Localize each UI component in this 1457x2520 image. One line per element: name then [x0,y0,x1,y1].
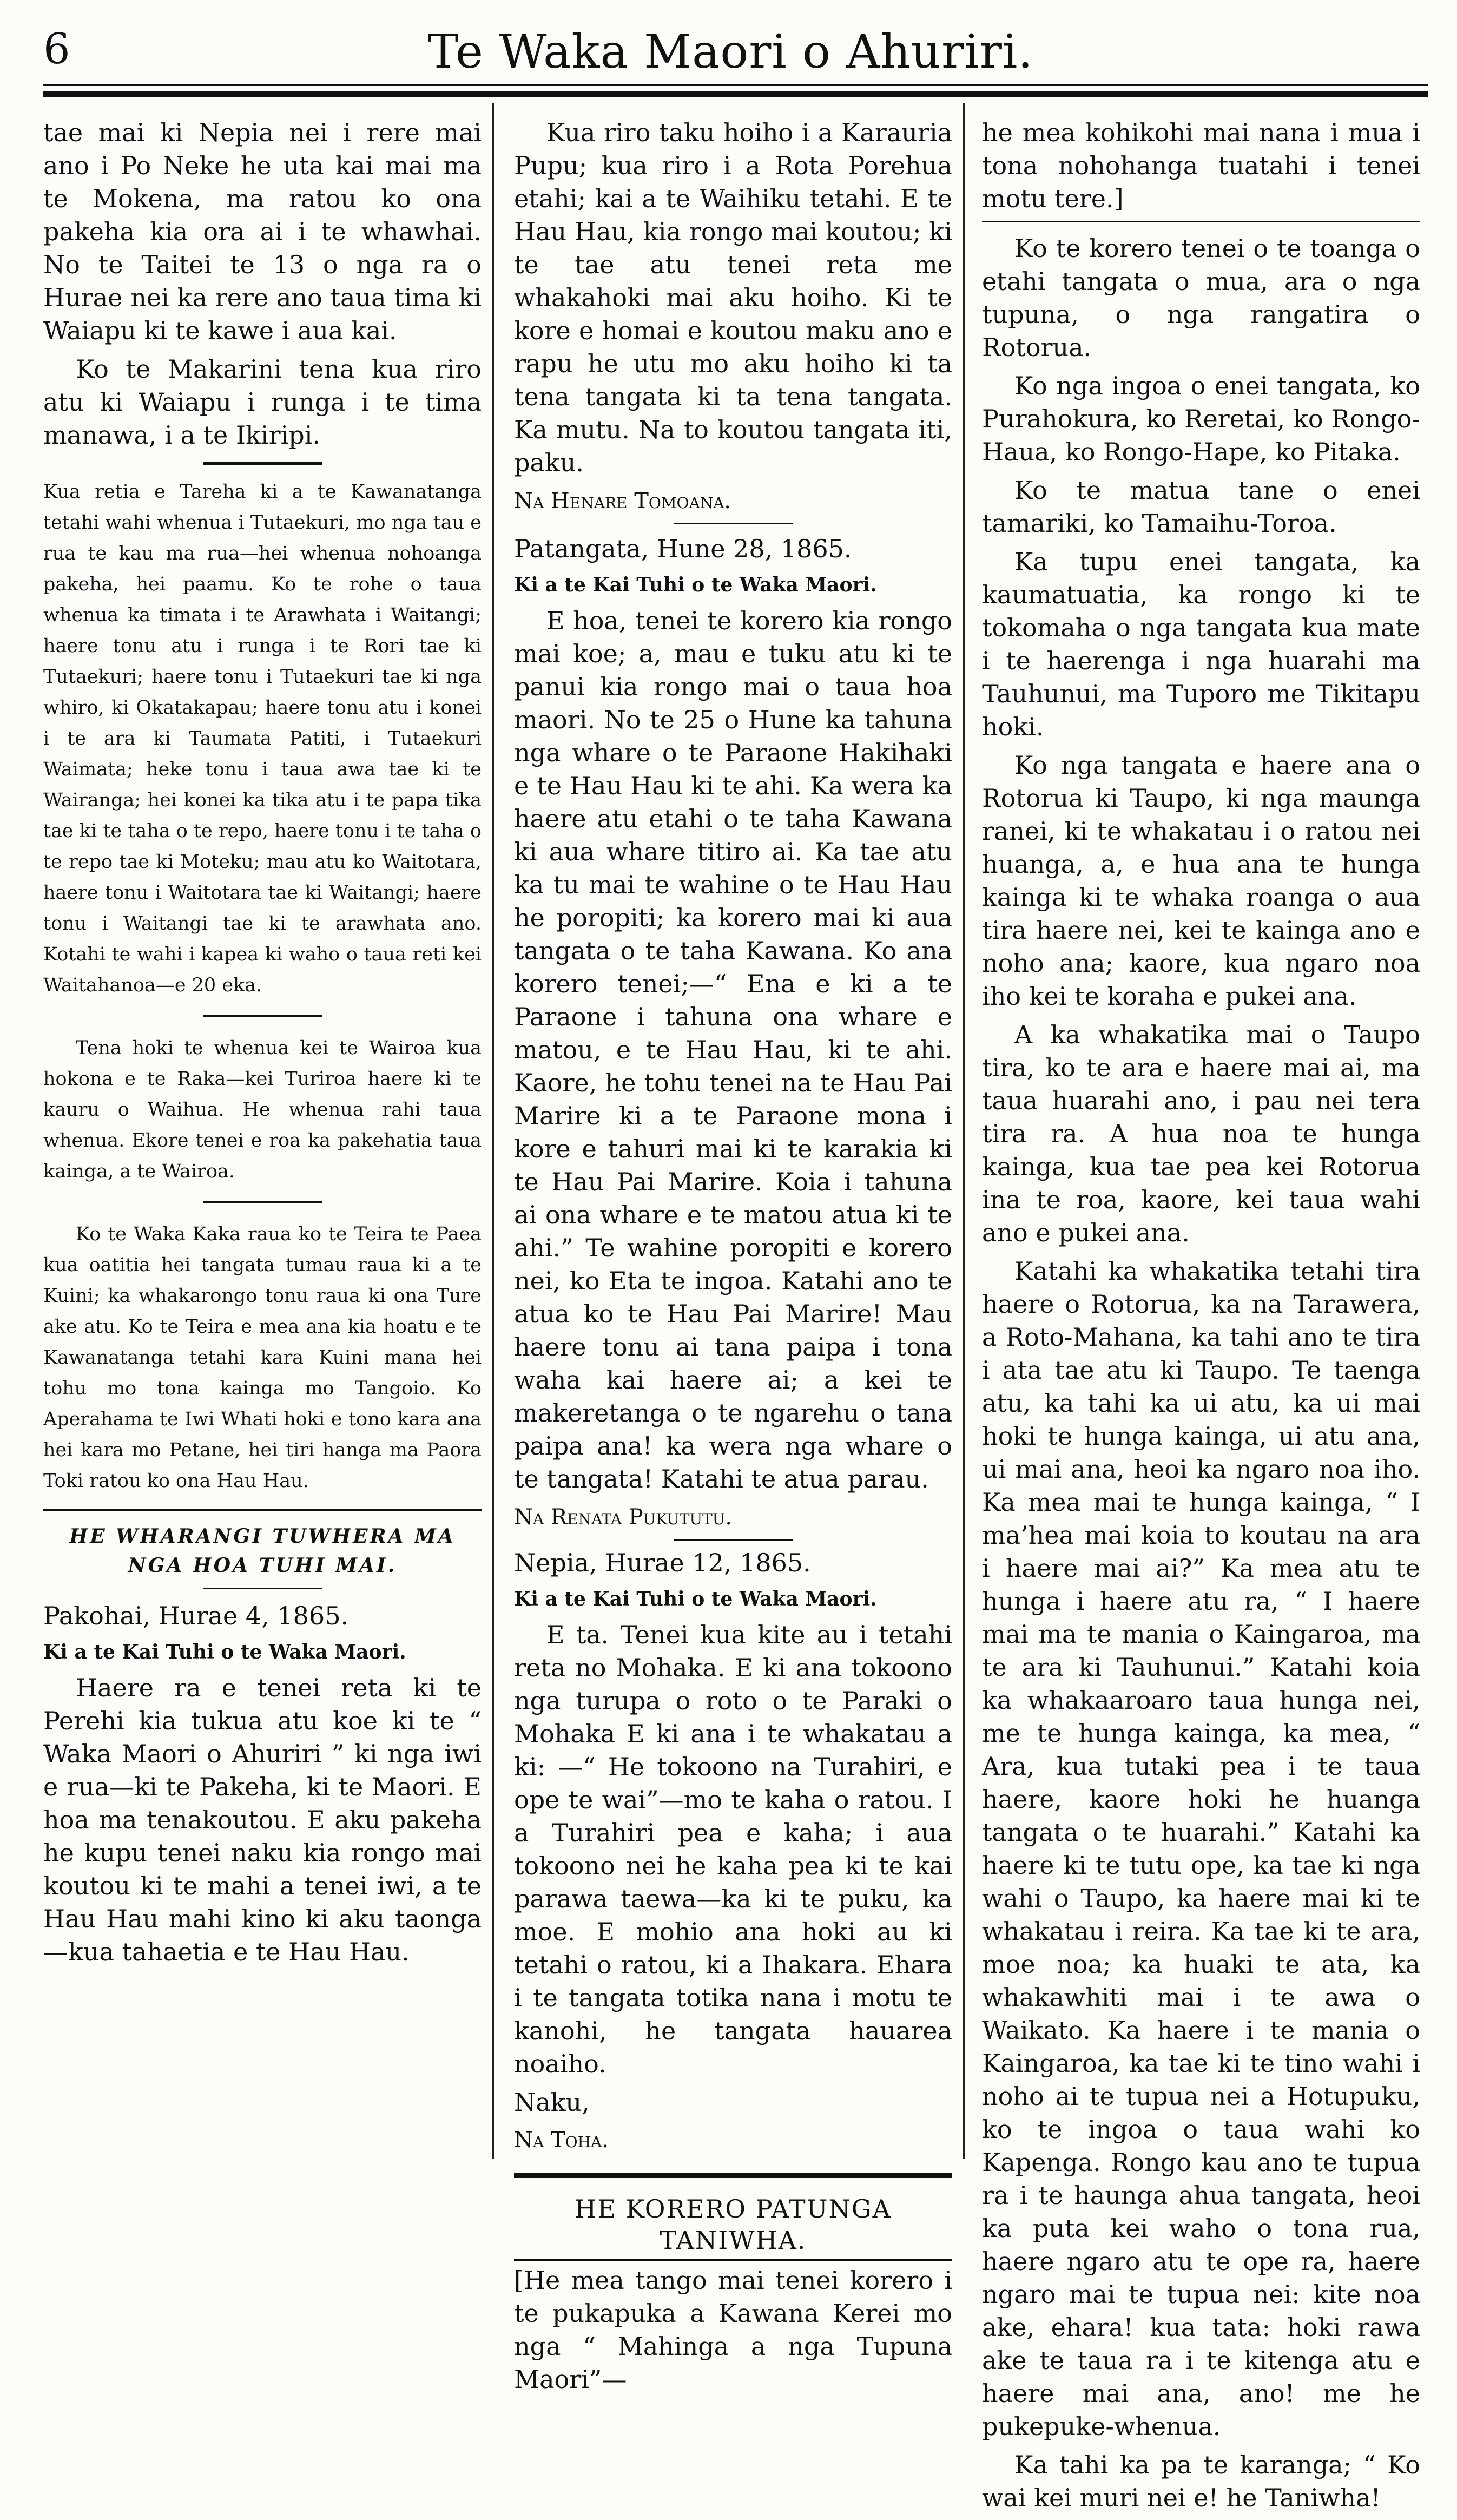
letter-dateline: Nepia, Hurae 12, 1865. [514,1548,811,1577]
section-divider [203,462,322,465]
article-paragraph: Ko nga tangata e haere ana o Rotorua ki Taupo, ki nga maunga ranei, ki te whakatau i o ratou nei huanga, a, e hua ana te hunga kainga ki te whaka roanga o aua tira haere nei, kei te kainga ano e noho ana; kaore, kua ngaro noa iho kei te koraha e pukei ana. [982,751,1420,1011]
section-divider [203,1015,322,1017]
article-paragraph: Ko te Makarini tena kua riro atu ki Waiapu i runga i te tima manawa, i a te Ikiripi. [43,354,482,450]
notice-paragraph: Ko te Waka Kaka raua ko te Teira te Paea kua oatitia hei tangata tumau raua ki a te Kuini; ka whakarongo tonu raua ki ona Ture ake atu. Ko te Teira e mea ana kia hoatu e te Kawanatanga tetahi kara Kuini mana hei tohu mo tona kainga mo Tangoio. Ko Aperahama te Iwi Whati hoki e tono kara ana hei kara mo Petane, hei tiri hanga ma Paora Toki ratou ko ona Hau Hau. [43,1223,482,1492]
letter-addressee: Ki a te Kai Tuhi o te Waka Maori. [514,1588,877,1610]
page-header [38,22,1423,87]
article-paragraph: Katahi ka whakatika tetahi tira haere o Rotorua, ka na Tarawera, a Roto-Mahana, ka tahi ano te tira i ata tae atu ki Taupo. Te taenga atu, ka tahi ka ui atu, ka ui mai hoki te hunga kainga, ui atu ana, ui mai ana, heoi ka ngaro noa iho. Ka mea mai te hunga kainga, “ I ma’hea mai koia to koutau na ara i haere mai ai?” Ka mea atu te hunga i haere atu ra, “ I haere mai ma te mania o Kaingaroa, ma te ara ki Tauhunui.” Katahi koia ka whakaaroaro taua hunga nei, me te hunga kainga, ka mea, “ Ara, kua tutaki pea i te taua haere, kaore hoki he huanga tangata o te huarahi.” Katahi ka haere ki te tutu ope, ka tae ki nga wahi o Taupo, ka haere mai ki te whakatau i reira. Ka tae ki te ara, moe noa; ka huaki te ata, ka whakawhiti mai i te awa o Waikato. Ka haere i te mania o Kaingaroa, ka tae ki te tino wahi i noho ai te tupua nei a Hotupuku, ko te ingoa o taua wahi ko Kapenga. Rongo kau ano te tupua ra i te haunga ahua tangata, heoi ka puta kei waho o tona rua, haere ngaro atu te ope ra, haere ngaro mai te tupua nei: kite noa ake, ehara! kua tata: hoki rawa ake te taua ra i te kitenga atu e haere mai ana, ano! me he pukepuke-whenua. [982,1256,1420,2441]
letter-addressee: Ki a te Kai Tuhi o te Waka Maori. [43,1641,406,1663]
section-divider [43,1509,482,1511]
notice-paragraph: Tena hoki te whenua kei te Wairoa kua hokona e te Raka—kei Turiroa haere ki te kauru o Waihua. He whenua rahi taua whenua. Ekore tenei e roa ka pakehatia taua kainga, a te Wairoa. [43,1037,482,1182]
letter-paragraph: Kua riro taku hoiho i a Karauria Pupu; kua riro i a Rota Porehua etahi; kai a te Waihiku tetahi. E te Hau Hau, kia rongo mai koutou; ki te tae atu tenei reta me whakahoki mai aku hoiho. Ki te kore e homai e koutou maku ano e rapu he utu mo aku hoiho ki ta tena tangata ki ta tena tangata. Ka mutu. Na to koutou tangata iti, paku. [514,118,952,477]
letter-signature: Na Henare Tomoana. [514,489,731,514]
letter-signoff: Naku, [514,2088,590,2117]
article-paragraph: tae mai ki Nepia nei i rere mai ano i Po Neke he uta kai mai ma te Mokena, ma ratou ko ona pakeha kia ora ai i te whawhai. No te Taitei te 13 o nga ra o Hurae nei ka rere ano taua tima ki Waiapu ki te kawe i aua kai. [43,118,482,345]
letter-dateline: Pakohai, Hurae 4, 1865. [43,1601,349,1630]
article-paragraph: [He mea tango mai tenei korero i te pukapuka a Kawana Kerei mo nga “ Mahinga a nga Tupuna Maori”— [514,2266,952,2394]
column-1 [43,116,482,1974]
page-number: 6 [43,25,70,74]
header-rule-thick [43,91,1428,97]
column-2 [514,116,952,2401]
letter-signature: Na Toha. [514,2128,609,2153]
letter-paragraph: Haere ra e tenei reta ki te Perehi kia tukua atu koe ki te “ Waka Maori o Ahuriri ” ki nga iwi e rua—ki te Pakeha, ki te Maori. E hoa ma tenakoutou. E aku pakeha he kupu tenei naku kia rongo mai koutou ki te mahi a tenei iwi, a te Hau Hau mahi kino ki aku taonga—kua tahaetia e te Hau Hau. [43,1673,482,1966]
column-divider-2 [963,103,965,2159]
section-divider [982,221,1420,222]
section-divider [514,2259,952,2261]
column-3 [982,116,1420,2520]
section-divider [514,2173,952,2178]
letter-paragraph: E hoa, tenei te korero kia rongo mai koe; a, mau e tuku atu ki te panui kia rongo mai o taua hoa maori. No te 25 o Hune ka tahuna nga whare o te Paraone Hakihaki e te Hau Hau ki te ahi. Ka wera ka haere atu etahi o te taha Kawana ki aua whare titiro ai. Ka tae atu ka tu mai te wahine o te Hau Hau he poropiti; ka korero mai ki aua tangata o te taha Kawana. Ko ana korero tenei;—“ Ena e ki a te Paraone i tahuna ona whare e matou, e te Hau Hau, ki te ahi. Kaore, he tohu tenei na te Hau Pai Marire ki a te Paraone mona i kore e tahuri mai ki te karakia ki te Hau Pai Marire. Koia i tahuna ai ona whare e te matou atua ki te ahi.” Te wahine poropiti e korero nei, ko Eta te ingoa. Katahi ano te atua ko te Hau Pai Marire! Mau haere tonu ai tana paipa i tona waha kai haere ai; a kei te makeretanga o te ngarehu o tana paipa ana! ka wera nga whare o te tangata! Katahi te atua parau. [514,606,952,1493]
letter-signature: Na Renata Pukututu. [514,1505,733,1530]
letter-addressee: Ki a te Kai Tuhi o te Waka Maori. [514,574,877,596]
section-divider [203,1201,322,1203]
article-paragraph: Ka tupu enei tangata, ka kaumatuatia, ka rongo ki te tokomaha o nga tangata kua mate i te haerenga i nga huarahi ma Tauhunui, ma Tuporo me Tikitapu hoki. [982,547,1420,741]
section-divider [674,1539,793,1541]
column-divider-1 [492,103,494,2159]
section-heading: HE WHARANGI TUWHERA MA NGA HOA TUHI MAI. [69,1525,456,1577]
article-paragraph: Ko te korero tenei o te toanga o etahi tangata o mua, ara o nga tupuna, o nga rangatira o Rotorua. [982,234,1420,362]
article-paragraph: he mea kohikohi mai nana i mua i tona nohohanga tuatahi i tenei motu tere.] [982,118,1420,213]
notice-paragraph: Kua retia e Tareha ki a te Kawanatanga tetahi wahi whenua i Tutaekuri, mo nga tau e rua te kau ma rua—hei whenua nohoanga pakeha, hei paamu. Ko te rohe o taua whenua ka timata i te Arawhata i Waitangi; haere tonu atu i runga i te Rori tae ki Tutaekuri; haere tonu i Tutaekuri tae ki nga whiro, ki Okatakapau; haere tonu atu i konei i te ara ki Taumata Patiti, i Tutaekuri Waimata; heke tonu i taua awa tae ki te Wairanga; hei konei ka tika atu i te papa tika tae ki te taha o te repo, haere tonu i te taha o te repo tae ki Moteku; mau atu ko Waitotara, haere tonu i Waitotara tae ki Waitangi; haere tonu i Waitangi tae ki te arawhata ano. Kotahi te wahi i kapea ki waho o taua reti kei Waitahanoa—e 20 eka. [43,481,482,996]
article-paragraph: A ka whakatika mai o Taupo tira, ko te ara e haere mai ai, ma taua huarahi ano, i pau nei tera tira ra. A hua noa te hunga kainga, kua tae pea kei Rotorua ina te roa, kaore, kei taua wahi ano e pukei ana. [982,1020,1420,1247]
section-divider [674,523,793,524]
section-divider [203,1588,322,1589]
page-title: Te Waka Maori o Ahuriri. [427,25,1033,79]
header-rule-thin [43,84,1428,86]
letter-dateline: Patangata, Hune 28, 1865. [514,534,852,563]
article-paragraph: Ko te matua tane o enei tamariki, ko Tamaihu-Toroa. [982,476,1420,538]
article-paragraph: Ko nga ingoa o enei tangata, ko Purahokura, ko Reretai, ko Rongo-Haua, ko Rongo-Hape, ko Pitaka. [982,371,1420,466]
section-heading: HE KORERO PATUNGA TANIWHA. [575,2194,892,2255]
article-paragraph: Ka tahi ka pa te karanga; “ Ko wai kei muri nei e! he Taniwha! [982,2450,1420,2512]
letter-paragraph: E ta. Tenei kua kite au i tetahi reta no Mohaka. E ki ana tokoono nga turupa o roto o te Paraki o Mohaka E ki ana i te whakatau a ki: —“ He tokoono na Turahiri, e ope te wai”—mo te kaha o ratou. I a Turahiri pea e kaha; i aua tokoono nei he kaha pea ki te kai parawa taewa—ka ki te puku, ka moe. E mohio ana hoki au ki tetahi o ratou, ki a Ihakara. Ehara i te tangata totika nana i motu te kanohi, he tangata hauarea noaiho. [514,1620,952,2078]
